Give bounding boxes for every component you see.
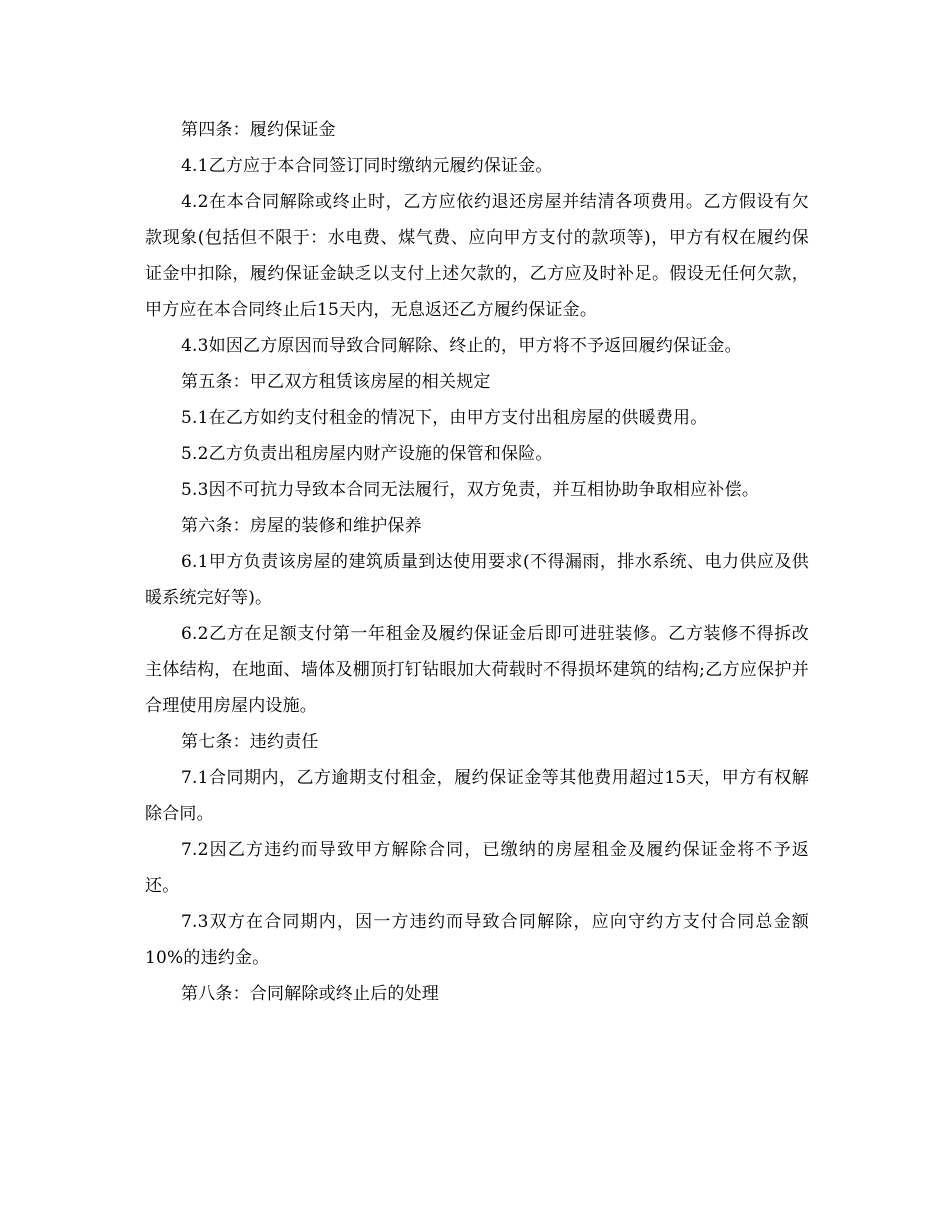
clause-7-3: 7.3双方在合同期内，因一方违约而导致合同解除，应向守约方支付合同总金额10%的违约金。 <box>145 912 809 968</box>
document-body <box>145 112 809 1012</box>
section-heading-6: 第六条：房屋的装修和维护保养 <box>181 516 422 536</box>
clause-4-3: 4.3如因乙方原因而导致合同解除、终止的，甲方将不予返回履约保证金。 <box>181 336 742 356</box>
clause-6-1: 6.1甲方负责该房屋的建筑质量到达使用要求(不得漏雨，排水系统、电力供应及供暖系统完好等)。 <box>145 552 809 608</box>
clause-7-2: 7.2因乙方违约而导致甲方解除合同，已缴纳的房屋租金及履约保证金将不予返还。 <box>145 840 809 896</box>
clause-7-1: 7.1合同期内，乙方逾期支付租金，履约保证金等其他费用超过15天，甲方有权解除合同。 <box>145 768 809 824</box>
section-heading-4: 第四条：履约保证金 <box>181 120 336 140</box>
clause-5-1: 5.1在乙方如约支付租金的情况下，由甲方支付出租房屋的供暖费用。 <box>181 408 708 428</box>
clause-5-3: 5.3因不可抗力导致本合同无法履行，双方免责，并互相协助争取相应补偿。 <box>181 480 760 500</box>
section-heading-7: 第七条：违约责任 <box>181 732 319 752</box>
clause-6-2: 6.2乙方在足额支付第一年租金及履约保证金后即可进驻装修。乙方装修不得拆改主体结构，在地面、墙体及棚顶打钉钻眼加大荷载时不得损坏建筑的结构;乙方应保护并合理使用房屋内设施。 <box>145 624 809 716</box>
clause-4-1: 4.1乙方应于本合同签订同时缴纳元履约保证金。 <box>181 156 553 176</box>
section-heading-8: 第八条：合同解除或终止后的处理 <box>181 984 439 1004</box>
section-heading-5: 第五条：甲乙双方租赁该房屋的相关规定 <box>181 372 491 392</box>
clause-4-2: 4.2在本合同解除或终止时，乙方应依约退还房屋并结清各项费用。乙方假设有欠款现象(包括但不限于：水电费、煤气费、应向甲方支付的款项等)，甲方有权在履约保证金中扣除，履约保证金缺乏以支付上述欠款的，乙方应及时补足。假设无任何欠款，甲方应在本合同终止后15天内，无息返还乙方履约保证金。 <box>145 192 809 320</box>
clause-5-2: 5.2乙方负责出租房屋内财产设施的保管和保险。 <box>181 444 553 464</box>
